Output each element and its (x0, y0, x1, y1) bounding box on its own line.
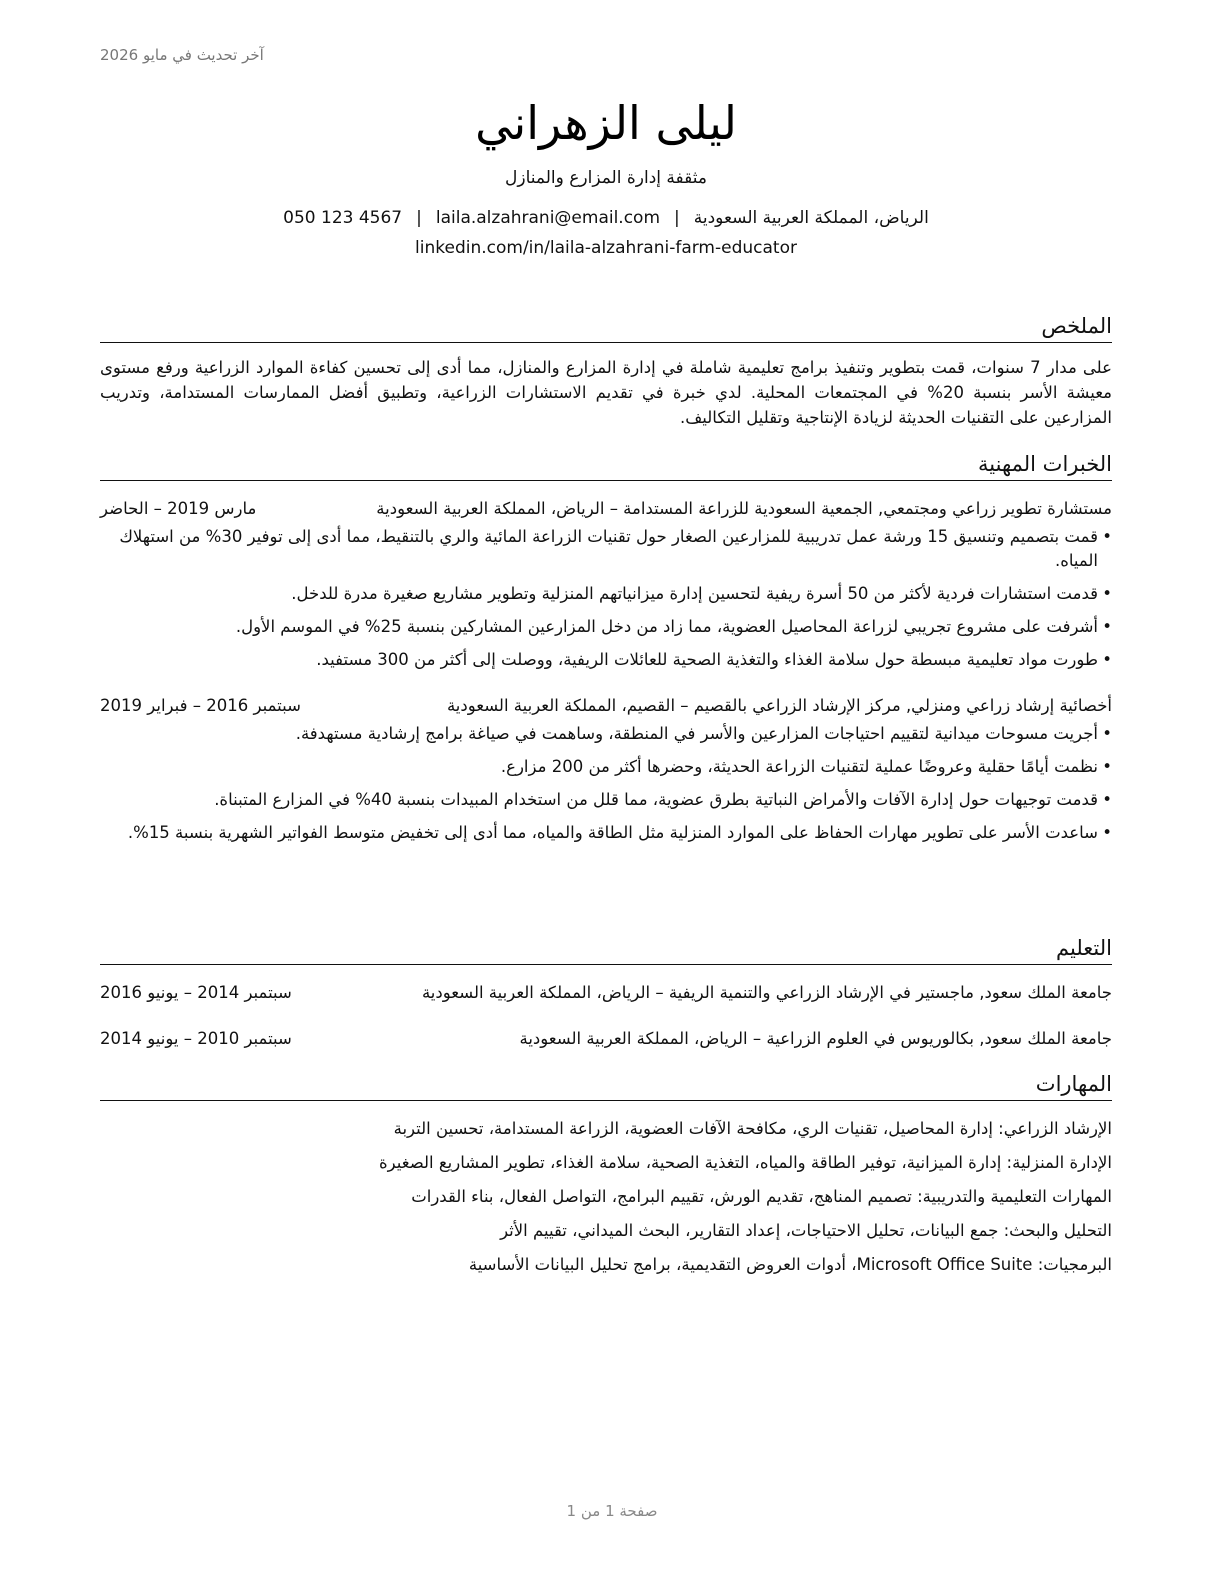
bullet-item: • طورت مواد تعليمية مبسطة حول سلامة الغذاء والتغذية الصحية للعائلات الريفية، ووصلت إلى أكثر من 300 مستفيد. (100, 648, 1112, 672)
bullet-item: • قمت بتصميم وتنسيق 15 ورشة عمل تدريبية للمزارعين الصغار حول تقنيات الزراعة المائية والري بالتنقيط، مما أدى إلى توفير 30% من استهلاك المياه. (100, 525, 1112, 573)
section-title-experience: الخبرات المهنية (100, 450, 1112, 481)
job-dates: سبتمبر 2016 – فبراير 2019 (100, 696, 301, 715)
page-number: صفحة 1 من 1 (566, 1502, 658, 1520)
bullet-item: • نظمت أيامًا حقلية وعروضًا عملية لتقنيات الزراعة الحديثة، وحضرها أكثر من 200 مزارع. (100, 755, 1112, 779)
section-title-summary: الملخص (100, 312, 1112, 343)
job-title: أخصائية إرشاد زراعي ومنزلي, مركز الإرشاد الزراعي بالقصيم – القصيم، المملكة العربية السعودية (446, 696, 1112, 715)
email-address[interactable]: laila.alzahrani@email.com (435, 208, 661, 228)
job-bullets (100, 525, 1112, 672)
education-entry (100, 981, 1112, 1005)
skills-list (100, 1117, 1112, 1277)
summary-section (100, 312, 1112, 430)
last-updated-note: آخر تحديث في مايو 2026 (100, 46, 264, 64)
education-dates: سبتمبر 2010 – يونيو 2014 (100, 1029, 292, 1048)
phone-number: 050 123 4567 (283, 208, 403, 228)
experience-section (100, 450, 1112, 854)
education-section (100, 934, 1112, 1051)
resume-header (100, 92, 1112, 258)
summary-text: على مدار 7 سنوات، قمت بتطوير وتنفيذ برامج تعليمية شاملة في إدارة المزارع والمنازل، مما أدى إلى تحسين كفاءة الموارد الزراعية ورفع مستوى معيشة الأسر بنسبة 20% في المجتمعات المحلية. لدي خبرة في تقديم الاستشارات الزراعية، وتطبيق أفضل الممارسات المستدامة، وتدريب المزارعين على التقنيات الحديثة لزيادة الإنتاجية وتقليل التكاليف. (100, 358, 1112, 427)
education-degree: جامعة الملك سعود, ماجستير في الإرشاد الزراعي والتنمية الريفية – الرياض، المملكة العربية السعودية (421, 983, 1112, 1002)
contact-line (100, 208, 1112, 228)
job-entry (100, 497, 1112, 672)
location: الرياض، المملكة العربية السعودية (693, 208, 929, 228)
job-title: مستشارة تطوير زراعي ومجتمعي, الجمعية السعودية للزراعة المستدامة – الرياض، المملكة العربية السعودية (376, 499, 1112, 518)
job-dates: مارس 2019 – الحاضر (100, 499, 257, 518)
job-heading (100, 497, 1112, 521)
skills-section (100, 1070, 1112, 1287)
education-dates: سبتمبر 2014 – يونيو 2016 (100, 983, 292, 1002)
bullet-item: • أشرفت على مشروع تجريبي لزراعة المحاصيل العضوية، مما زاد من دخل المزارعين المشاركين بنسبة 25% في الموسم الأول. (100, 615, 1112, 639)
bullet-item: • ساعدت الأسر على تطوير مهارات الحفاظ على الموارد المنزلية مثل الطاقة والمياه، مما أدى إلى تخفيض متوسط الفواتير الشهرية بنسبة 15%. (100, 821, 1112, 845)
bullet-item: • قدمت توجيهات حول إدارة الآفات والأمراض النباتية بطرق عضوية، مما قلل من استخدام المبيدات بنسبة 40% في المزارع المتبناة. (100, 788, 1112, 812)
skill-row: البرمجيات: Microsoft Office Suite، أدوات العروض التقديمية، برامج تحليل البيانات الأساسية (468, 1255, 1112, 1274)
job-tagline: مثقفة إدارة المزارع والمنازل (505, 168, 707, 188)
section-title-skills: المهارات (100, 1070, 1112, 1101)
skill-row: المهارات التعليمية والتدريبية: تصميم المناهج، تقديم الورش، تقييم البرامج، التواصل الفعال، بناء القدرات (411, 1187, 1112, 1206)
education-degree: جامعة الملك سعود, بكالوريوس في العلوم الزراعية – الرياض، المملكة العربية السعودية (519, 1029, 1112, 1048)
education-entry (100, 1027, 1112, 1051)
section-title-education: التعليم (100, 934, 1112, 965)
linkedin-link[interactable]: linkedin.com/in/laila-alzahrani-farm-educator (415, 238, 797, 258)
bullet-item: • قدمت استشارات فردية لأكثر من 50 أسرة ريفية لتحسين إدارة ميزانياتهم المنزلية وتطوير مشاريع صغيرة مدرة للدخل. (100, 582, 1112, 606)
skill-row: التحليل والبحث: جمع البيانات، تحليل الاحتياجات، إعداد التقارير، البحث الميداني، تقييم الأثر (500, 1221, 1112, 1240)
job-heading (100, 694, 1112, 718)
contact-separator: | (416, 208, 422, 228)
person-name: ليلى الزهراني (475, 96, 737, 150)
job-entry (100, 694, 1112, 845)
contact-separator: | (674, 208, 680, 228)
bullet-item: • أجريت مسوحات ميدانية لتقييم احتياجات المزارعين والأسر في المنطقة، وساهمت في صياغة برامج إرشادية مستهدفة. (100, 722, 1112, 746)
skill-row: الإرشاد الزراعي: إدارة المحاصيل، تقنيات الري، مكافحة الآفات العضوية، الزراعة المستدامة، تحسين التربة (393, 1119, 1112, 1138)
skill-row: الإدارة المنزلية: إدارة الميزانية، توفير الطاقة والمياه، التغذية الصحية، سلامة الغذاء، تطوير المشاريع الصغيرة (379, 1153, 1112, 1172)
job-bullets (100, 722, 1112, 845)
